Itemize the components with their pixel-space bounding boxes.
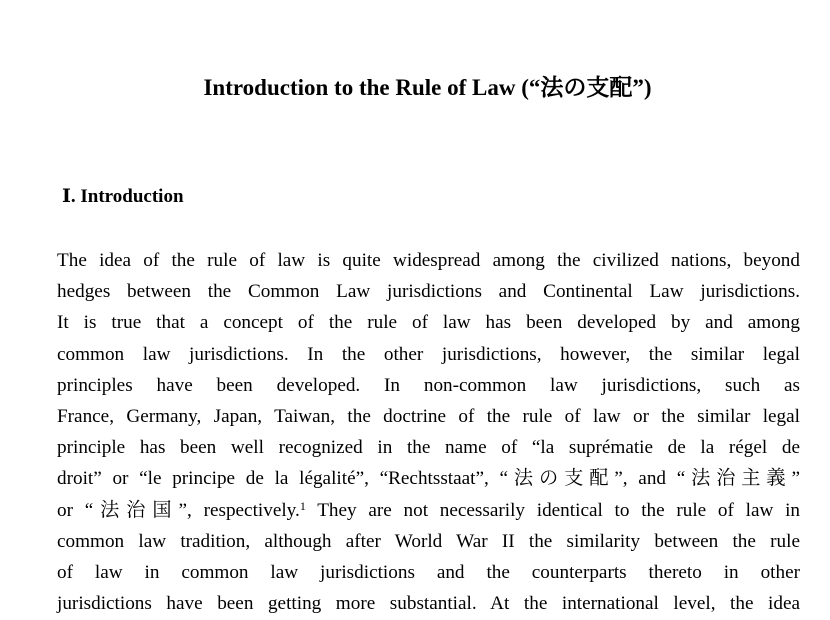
footnote-line-before: or “法治国”, respectively. bbox=[57, 499, 300, 521]
paragraph-line: droit” or “le principe de la légalité”, “Rechtsstaat”, “法の支配”, and “法治主義” bbox=[57, 468, 800, 490]
paragraph-line: hedges between the Common Law jurisdictions and Continental Law jurisdictions. bbox=[57, 281, 800, 303]
paragraph-line-with-footnote bbox=[57, 495, 800, 526]
paragraph-line: jurisdictions have been getting more substantial. At the international level, the idea bbox=[57, 593, 800, 615]
paragraph-line: The idea of the rule of law is quite widespread among the civilized nations, beyond bbox=[57, 250, 800, 271]
footnote-mark[interactable]: 1 bbox=[299, 498, 306, 513]
paragraph-line: It is true that a concept of the rule of law has been developed by and among bbox=[57, 312, 800, 334]
paragraph-line: France, Germany, Japan, Taiwan, the doctrine of the rule of law or the similar legal bbox=[57, 405, 800, 427]
body-paragraph bbox=[57, 245, 800, 619]
paragraph-line: principle has been well recognized in the name of “la suprématie de la régel de bbox=[57, 437, 800, 459]
section-heading: Ⅰ. Introduction bbox=[62, 186, 184, 207]
paragraph-line: common law jurisdictions. In the other jurisdictions, however, the similar legal bbox=[57, 343, 800, 365]
paragraph-line: principles have been developed. In non-common law jurisdictions, such as bbox=[57, 374, 800, 396]
paragraph-line: of law in common law jurisdictions and the counterparts thereto in other bbox=[57, 561, 800, 583]
paragraph-line: common law tradition, although after World War II the similarity between the rule bbox=[57, 530, 800, 552]
document-title: Introduction to the Rule of Law (“法の支配”) bbox=[203, 75, 652, 100]
footnote-line-after: They are not necessarily identical to the rule of law in bbox=[305, 499, 801, 521]
